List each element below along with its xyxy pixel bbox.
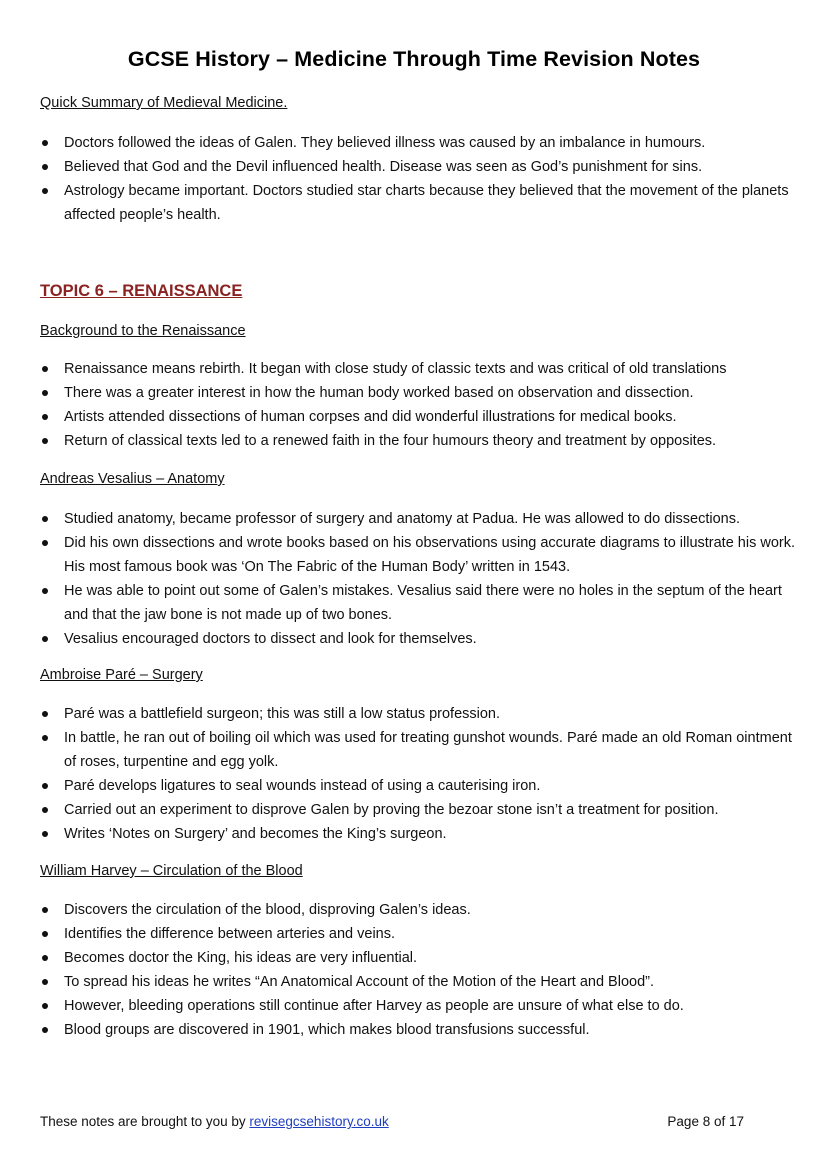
bullet-icon — [42, 366, 48, 372]
bullet-icon — [42, 831, 48, 837]
list-item-text: Artists attended dissections of human corpses and did wonderful illustrations for medical books. — [64, 409, 677, 425]
bullet-icon — [42, 711, 48, 717]
bullet-icon — [42, 979, 48, 985]
list-item-text: Astrology became important. Doctors studied star charts because they believed that the movement of the planets affected people’s health. — [64, 183, 789, 223]
list-item — [40, 507, 800, 531]
list-item — [40, 922, 800, 946]
list-item — [40, 726, 800, 774]
bullet-icon — [42, 540, 48, 546]
list-item-text: In battle, he ran out of boiling oil which was used for treating gunshot wounds. Paré made an old Roman ointment of roses, turpentine and egg yolk. — [64, 730, 792, 770]
list-item — [40, 1018, 800, 1042]
list-item-text: Carried out an experiment to disprove Galen by proving the bezoar stone isn’t a treatment for position. — [64, 802, 719, 818]
list-item-text: Becomes doctor the King, his ideas are very influential. — [64, 950, 418, 966]
list-item-text: He was able to point out some of Galen’s mistakes. Vesalius said there were no holes in the septum of the heart and that the jaw bone is not made up of two bones. — [64, 583, 782, 623]
bullet-icon — [42, 414, 48, 420]
list-item — [40, 994, 800, 1018]
list-item-text: Discovers the circulation of the blood, disproving Galen’s ideas. — [64, 902, 471, 918]
list-item — [40, 357, 800, 381]
list-item — [40, 898, 800, 922]
bullet-icon — [42, 783, 48, 789]
list-item-text: Doctors followed the ideas of Galen. They believed illness was caused by an imbalance in humours. — [64, 135, 706, 151]
list-item — [40, 381, 800, 405]
footer-text: These notes are brought to you by — [40, 1114, 246, 1129]
topic-heading: TOPIC 6 – RENAISSANCE — [40, 282, 243, 300]
background-heading: Background to the Renaissance — [40, 323, 246, 339]
list-item-text: Vesalius encouraged doctors to dissect and look for themselves. — [64, 631, 477, 647]
footer-link[interactable]: revisegcsehistory.co.uk — [249, 1114, 389, 1129]
bullet-icon — [42, 188, 48, 194]
vesalius-list — [40, 507, 800, 651]
list-item — [40, 822, 800, 846]
list-item — [40, 627, 800, 651]
page-title: GCSE History – Medicine Through Time Revision Notes — [127, 47, 701, 71]
bullet-icon — [42, 390, 48, 396]
bullet-icon — [42, 140, 48, 146]
list-item — [40, 179, 800, 227]
bullet-icon — [42, 1003, 48, 1009]
list-item — [40, 405, 800, 429]
list-item — [40, 429, 800, 453]
list-item-text: Studied anatomy, became professor of surgery and anatomy at Padua. He was allowed to do dissections. — [64, 511, 740, 527]
summary-list — [40, 131, 800, 227]
footer-credit — [40, 1114, 389, 1129]
list-item — [40, 531, 800, 579]
bullet-icon — [42, 1027, 48, 1033]
list-item — [40, 702, 800, 726]
harvey-heading: William Harvey – Circulation of the Blood — [40, 863, 303, 879]
list-item-text: Renaissance means rebirth. It began with close study of classic texts and was critical of old translations — [64, 361, 727, 377]
list-item-text: Return of classical texts led to a renewed faith in the four humours theory and treatment by opposites. — [64, 433, 717, 449]
page-number: Page 8 of 17 — [667, 1114, 744, 1129]
bullet-icon — [42, 735, 48, 741]
list-item-text: Identifies the difference between arteries and veins. — [64, 926, 396, 942]
bullet-icon — [42, 931, 48, 937]
list-item-text: There was a greater interest in how the human body worked based on observation and dissection. — [64, 385, 694, 401]
list-item-text: Writes ‘Notes on Surgery’ and becomes the King’s surgeon. — [64, 826, 447, 842]
bullet-icon — [42, 955, 48, 961]
list-item-text: To spread his ideas he writes “An Anatomical Account of the Motion of the Heart and Blood”. — [64, 974, 654, 990]
list-item — [40, 946, 800, 970]
pare-list — [40, 702, 800, 846]
vesalius-heading: Andreas Vesalius – Anatomy — [40, 471, 225, 487]
summary-heading: Quick Summary of Medieval Medicine. — [40, 95, 288, 111]
bullet-icon — [42, 164, 48, 170]
list-item-text: Blood groups are discovered in 1901, which makes blood transfusions successful. — [64, 1022, 590, 1038]
list-item-text: However, bleeding operations still continue after Harvey as people are unsure of what else to do. — [64, 998, 684, 1014]
list-item — [40, 579, 800, 627]
list-item — [40, 155, 800, 179]
bullet-icon — [42, 636, 48, 642]
bullet-icon — [42, 588, 48, 594]
list-item-text: Believed that God and the Devil influenced health. Disease was seen as God’s punishment for sins. — [64, 159, 703, 175]
pare-heading: Ambroise Paré – Surgery — [40, 667, 203, 683]
bullet-icon — [42, 807, 48, 813]
list-item — [40, 774, 800, 798]
list-item — [40, 970, 800, 994]
background-list — [40, 357, 800, 453]
bullet-icon — [42, 438, 48, 444]
list-item-text: Paré was a battlefield surgeon; this was still a low status profession. — [64, 706, 501, 722]
list-item — [40, 131, 800, 155]
bullet-icon — [42, 516, 48, 522]
list-item-text: Paré develops ligatures to seal wounds instead of using a cauterising iron. — [64, 778, 541, 794]
bullet-icon — [42, 907, 48, 913]
list-item — [40, 798, 800, 822]
list-item-text: Did his own dissections and wrote books based on his observations using accurate diagrams to illustrate his work. His most famous book was ‘On The Fabric of the Human Body’ written in 1543. — [64, 535, 796, 575]
harvey-list — [40, 898, 800, 1042]
